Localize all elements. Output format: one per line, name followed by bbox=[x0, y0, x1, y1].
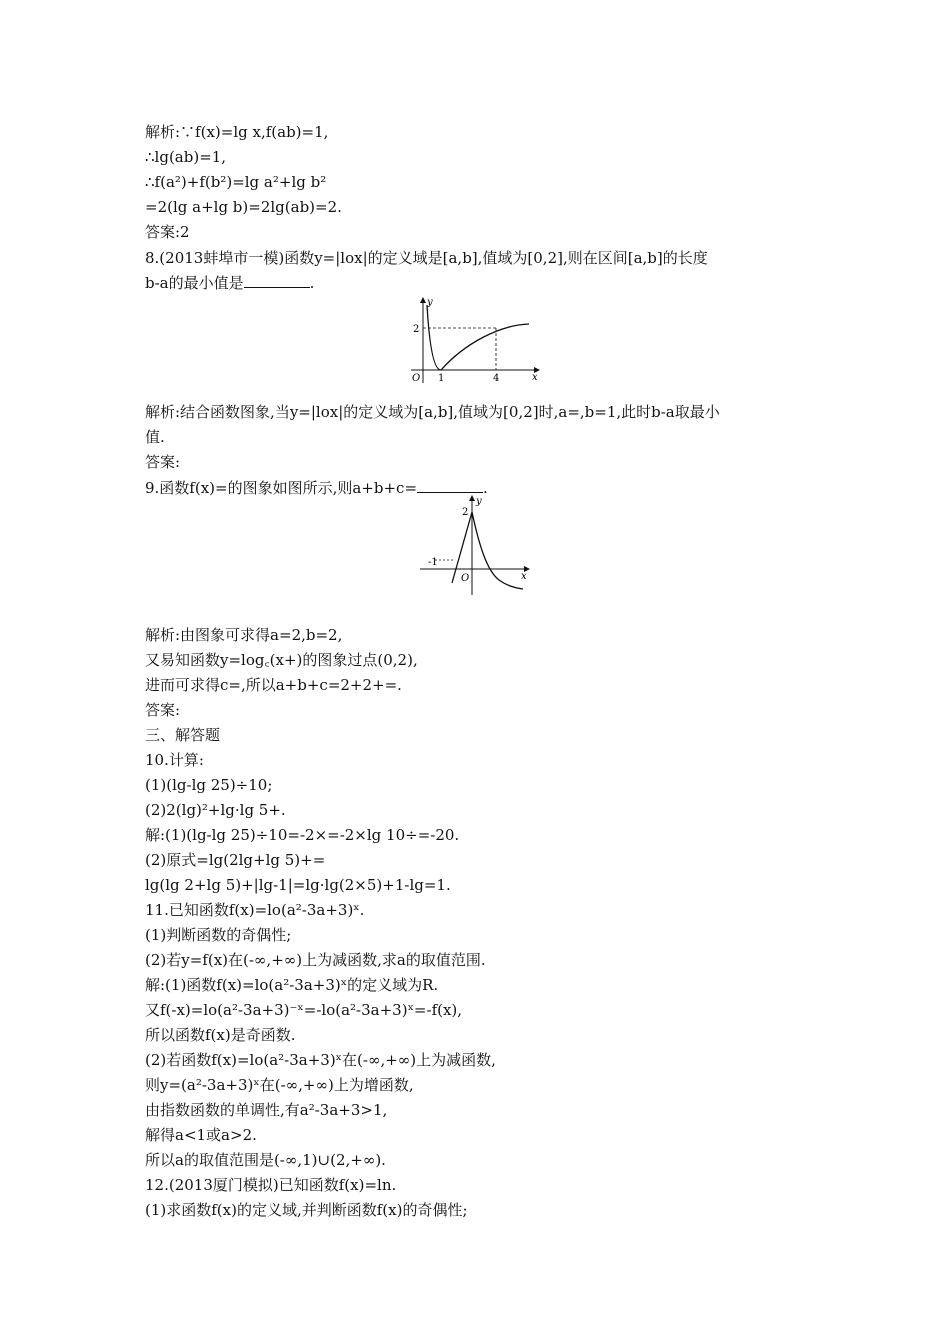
origin-label: O bbox=[412, 373, 421, 384]
x-tick-label: -1 bbox=[428, 557, 438, 568]
y-axis-label: y bbox=[476, 496, 482, 507]
text-line: (2)原式=lg(2lg+lg 5)+= bbox=[145, 851, 326, 869]
y-axis-label: y bbox=[427, 297, 433, 308]
text-line: ∴lg(ab)=1, bbox=[145, 148, 227, 166]
text-line: 又f(-x)=lo(a²-3a+3)⁻ˣ=-lo(a²-3a+3)ˣ=-f(x), bbox=[145, 1001, 463, 1019]
text-line: (2)若函数f(x)=lo(a²-3a+3)ˣ在(-∞,+∞)上为减函数, bbox=[145, 1051, 496, 1069]
period: . bbox=[309, 274, 315, 292]
solution-10: 解:(1)(lg-lg 25)÷10=-2×=-2×lg 10÷=-20. bbox=[145, 826, 460, 844]
x-axis-label: x bbox=[521, 571, 527, 582]
y-tick-label: 2 bbox=[462, 507, 469, 518]
text-line: 所以函数f(x)是奇函数. bbox=[145, 1026, 296, 1044]
text-line: ∴f(a²)+f(b²)=lg a²+lg b² bbox=[145, 173, 327, 191]
solution-8: 解析:结合函数图象,当y=|lox|的定义域为[a,b],值域为[0,2]时,a=,b=1,此时b-a取最小 bbox=[145, 403, 720, 421]
question-10: 10.计算: bbox=[145, 751, 204, 769]
x-tick-label: 1 bbox=[438, 373, 445, 384]
text-line: 则y=(a²-3a+3)ˣ在(-∞,+∞)上为增函数, bbox=[145, 1076, 414, 1094]
solution-9: 解析:由图象可求得a=2,b=2, bbox=[145, 626, 343, 644]
solution-11: 解:(1)函数f(x)=lo(a²-3a+3)ˣ的定义域为R. bbox=[145, 976, 439, 994]
log-curve bbox=[472, 512, 523, 589]
curve bbox=[427, 305, 529, 370]
text-line: lg(lg 2+lg 5)+|lg-1|=lg·lg(2×5)+1-lg=1. bbox=[145, 876, 451, 894]
question-12: 12.(2013厦门模拟)已知函数f(x)=ln. bbox=[145, 1176, 397, 1194]
text-line: 进而可求得c=,所以a+b+c=2+2+=. bbox=[145, 676, 402, 694]
question-8: 8.(2013蚌埠市一模)函数y=|lox|的定义域是[a,b],值域为[0,2],则在区间[a,b]的长度 bbox=[145, 249, 708, 267]
text-line: (1)(lg-lg 25)÷10; bbox=[145, 776, 273, 794]
figure-1-graph bbox=[405, 295, 550, 387]
question-8-continued bbox=[145, 273, 845, 293]
y-tick-label: 2 bbox=[413, 324, 420, 335]
answer-blank bbox=[244, 273, 310, 288]
text-line: (1)判断函数的奇偶性; bbox=[145, 926, 292, 944]
text-line: =2(lg a+lg b)=2lg(ab)=2. bbox=[145, 198, 342, 216]
question-9-text: 9.函数f(x)=的图象如图所示,则a+b+c= bbox=[145, 479, 418, 497]
x-axis-label: x bbox=[532, 372, 538, 383]
text-line: 解析:∵f(x)=lg x,f(ab)=1, bbox=[145, 123, 329, 141]
answer-line: 答案: bbox=[145, 701, 181, 719]
text-line: (2)2(lg)²+lg·lg 5+. bbox=[145, 801, 286, 819]
x-tick-label: 4 bbox=[493, 373, 500, 384]
text-line: 所以a的取值范围是(-∞,1)∪(2,+∞). bbox=[145, 1151, 386, 1169]
answer-line: 答案:2 bbox=[145, 223, 190, 241]
text-line: (1)求函数f(x)的定义域,并判断函数f(x)的奇偶性; bbox=[145, 1201, 468, 1219]
answer-line: 答案: bbox=[145, 453, 181, 471]
answer-blank bbox=[417, 478, 483, 493]
question-8-text: b-a的最小值是 bbox=[145, 274, 244, 292]
text-line: (2)若y=f(x)在(-∞,+∞)上为减函数,求a的取值范围. bbox=[145, 951, 486, 969]
text-line: 由指数函数的单调性,有a²-3a+3>1, bbox=[145, 1101, 388, 1119]
section-heading: 三、解答题 bbox=[145, 726, 221, 744]
text-line: 又易知函数y=log꜀(x+)的图象过点(0,2), bbox=[145, 651, 418, 669]
text-line: 解得a<1或a>2. bbox=[145, 1126, 257, 1144]
origin-label: O bbox=[461, 573, 470, 584]
figure-2-graph bbox=[415, 495, 535, 600]
text-line: 值. bbox=[145, 428, 165, 446]
period: . bbox=[483, 479, 488, 497]
question-11: 11.已知函数f(x)=lo(a²-3a+3)ˣ. bbox=[145, 901, 365, 919]
